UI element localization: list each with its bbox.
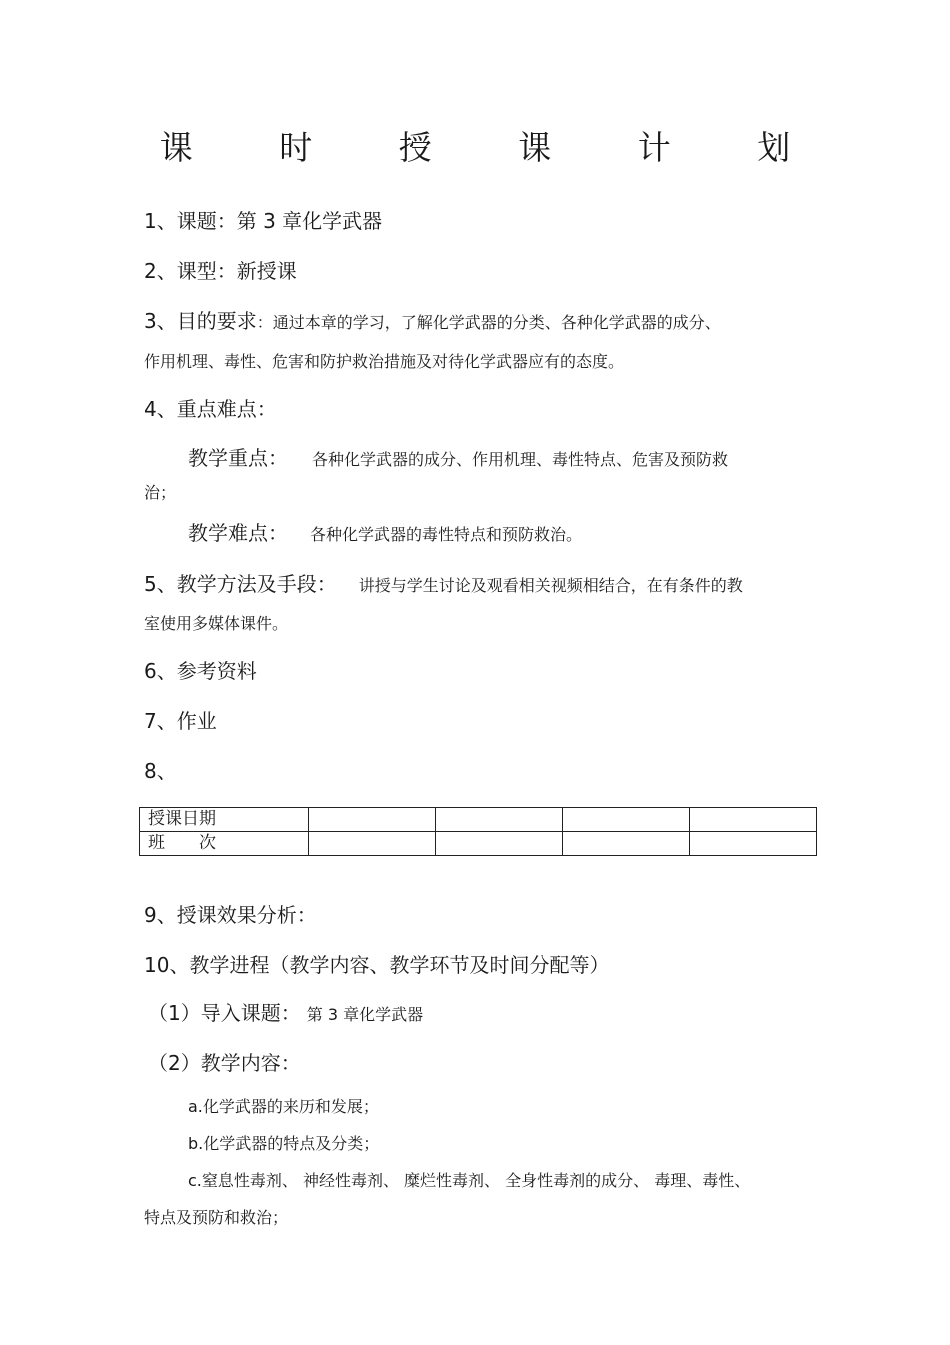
process-intro-label: （1）导入课题： <box>148 1001 301 1025</box>
table-cell <box>690 808 817 832</box>
item-objectives <box>144 305 721 334</box>
teaching-difficulty-label: 教学难点： <box>188 521 288 545</box>
schedule-table <box>139 807 817 856</box>
table-cell <box>436 832 563 856</box>
content-item-c-2: 特点及预防和救治； <box>144 1208 289 1227</box>
objectives-label: 3、目的要求 <box>144 309 257 333</box>
row-label-date: 授课日期 <box>140 808 309 832</box>
process-content-label: （2）教学内容： <box>148 1051 301 1075</box>
table-cell <box>436 808 563 832</box>
teaching-focus-text-2: 治； <box>144 483 177 502</box>
table-cell <box>563 832 690 856</box>
objectives-text-1: ：通过本章的学习，了解化学武器的分类、各种化学武器的成分、 <box>256 313 721 332</box>
process-intro-text: 第 3 章化学武器 <box>306 1005 424 1024</box>
item-effect-analysis: 9、授课效果分析： <box>144 903 317 927</box>
table-cell <box>690 832 817 856</box>
item-lesson-type: 2、课型：新授课 <box>144 259 297 283</box>
table-row <box>140 832 817 856</box>
table-cell <box>309 832 436 856</box>
table-cell <box>563 808 690 832</box>
content-item-c-1: c.窒息性毒剂、 神经性毒剂、 糜烂性毒剂、 全身性毒剂的成分、 毒理、毒性、 <box>188 1171 751 1190</box>
item-key-points: 4、重点难点： <box>144 397 277 421</box>
methods-text-1: 讲授与学生讨论及观看相关视频相结合，在有条件的教 <box>358 576 743 595</box>
item-references: 6、参考资料 <box>144 659 257 683</box>
content-item-a: a.化学武器的来历和发展； <box>188 1097 379 1116</box>
item-homework: 7、作业 <box>144 709 217 733</box>
methods-text-2: 室使用多媒体课件。 <box>144 614 289 633</box>
item-teaching-process: 10、教学进程（教学内容、教学环节及时间分配等） <box>144 953 610 977</box>
item-eight: 8、 <box>144 759 177 783</box>
table-row <box>140 808 817 832</box>
methods-label: 5、教学方法及手段： <box>144 572 337 596</box>
table-cell <box>309 808 436 832</box>
row-label-class: 班 次 <box>140 832 309 856</box>
content-item-b: b.化学武器的特点及分类； <box>188 1134 380 1153</box>
objectives-text-2: 作用机理、毒性、危害和防护救治措施及对待化学武器应有的态度。 <box>144 352 625 371</box>
teaching-difficulty-text: 各种化学武器的毒性特点和预防救治。 <box>310 525 583 544</box>
page-title: 课 时 授 课 计 划 <box>159 128 829 167</box>
teaching-difficulty <box>188 517 582 546</box>
item-topic: 1、课题：第 3 章化学武器 <box>144 209 383 233</box>
process-intro <box>148 997 423 1026</box>
teaching-focus-label: 教学重点： <box>188 446 288 470</box>
teaching-focus-text-1: 各种化学武器的成分、作用机理、毒性特点、危害及预防救 <box>312 450 729 469</box>
teaching-focus <box>188 442 728 471</box>
item-methods <box>144 568 743 597</box>
